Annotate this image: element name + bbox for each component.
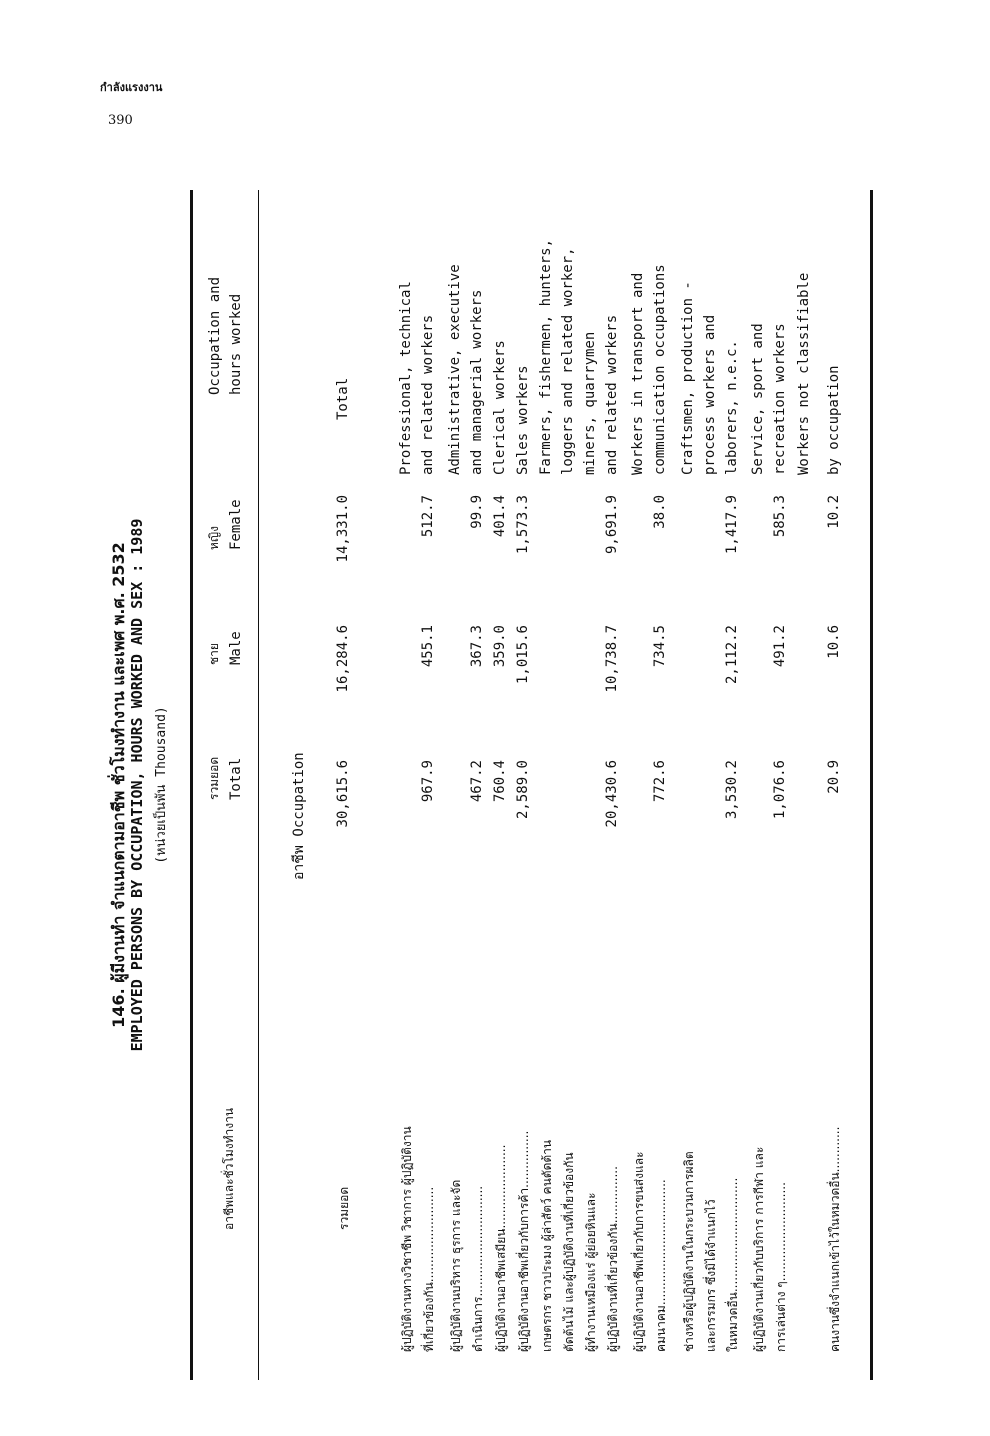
row-label-thai: ผู้ปฏิบัติงานเกี่ยวกับบริการ การกีฬา และ bbox=[752, 1146, 766, 1352]
table-row bbox=[560, 190, 582, 1380]
cell-female: 9,691.9 bbox=[604, 495, 620, 555]
row-label-thai: คมนาคม................................. bbox=[654, 1179, 668, 1352]
row-label-thai: ตัดต้นไม้ และผู้ปฏิบัติงานที่เกี่ยวข้องกัน bbox=[562, 1152, 576, 1352]
row-label-thai: ผู้ปฏิบัติงานอาชีพเกี่ยวกับการขนส่งและ bbox=[632, 1151, 646, 1352]
row-label-english: Service, sport and bbox=[750, 323, 766, 475]
row-label-thai: ผู้ทำงานเหมืองแร่ ผู้ย่อยหินและ bbox=[584, 1192, 598, 1352]
header-rule bbox=[258, 190, 259, 1380]
row-label-thai: และกรรมกร ซึ่งมิได้จำแนกไว้ bbox=[704, 1199, 718, 1352]
table-row bbox=[680, 190, 702, 1380]
row-label-english: process workers and bbox=[702, 314, 718, 475]
table-row bbox=[492, 190, 514, 1380]
header-female-thai: หญิง bbox=[207, 526, 221, 550]
row-label-english: Workers not classifiable bbox=[796, 272, 812, 475]
cell-male: 359.0 bbox=[492, 625, 508, 668]
table-row bbox=[469, 190, 491, 1380]
row-label-english: Workers in transport and bbox=[630, 272, 646, 475]
table-row bbox=[420, 190, 442, 1380]
cell-total: 2,589.0 bbox=[515, 760, 531, 820]
row-label-english: Sales workers bbox=[515, 365, 531, 475]
row-label-english: Total bbox=[335, 377, 351, 420]
row-label-thai: รวมยอด bbox=[337, 1186, 351, 1230]
cell-female: 99.9 bbox=[469, 495, 485, 529]
cell-female: 1,573.3 bbox=[515, 495, 531, 555]
row-label-thai: เกษตรกร ชาวประมง ผู้ล่าสัตว์ คนตัดต้าน bbox=[540, 1139, 554, 1352]
cell-male: 2,112.2 bbox=[724, 625, 740, 685]
page-number: 390 bbox=[108, 113, 133, 128]
row-label-english: by occupation bbox=[826, 365, 842, 475]
cell-female: 14,331.0 bbox=[335, 495, 351, 563]
table-row bbox=[750, 190, 772, 1380]
header-total-thai: รวมยอด bbox=[207, 756, 221, 800]
table-row bbox=[724, 190, 746, 1380]
row-label-english: communication occupations bbox=[652, 264, 668, 475]
cell-male: 455.1 bbox=[420, 625, 436, 668]
row-label-english: laborers, n.e.c. bbox=[724, 340, 740, 475]
cell-total: 760.4 bbox=[492, 760, 508, 803]
row-label-thai: ช่างหรือผู้ปฏิบัติงานในกระบวนการผลิต bbox=[682, 1151, 696, 1352]
cell-female: 585.3 bbox=[772, 495, 788, 538]
row-label-thai: ผู้ปฏิบัติงานที่เกี่ยวข้องกัน............... bbox=[606, 1166, 620, 1352]
row-label-thai: คนงานซึ่งจำแนกเข้าไว้ในหมวดอื่น............ bbox=[828, 1126, 842, 1352]
row-label-english: Administrative, executive bbox=[447, 264, 463, 475]
row-label-english: miners, quarrymen bbox=[582, 331, 598, 475]
header-male-english: Male bbox=[228, 631, 244, 665]
table-row bbox=[702, 190, 724, 1380]
row-label-thai: ผู้ปฏิบัติงานบริหาร ธุรการ และจัด bbox=[449, 1179, 463, 1352]
bottom-rule bbox=[870, 190, 873, 1380]
rotated-table-continued bbox=[630, 190, 990, 1380]
cell-male: 10,738.7 bbox=[604, 625, 620, 693]
cell-male: 367.3 bbox=[469, 625, 485, 668]
row-label-english: Clerical workers bbox=[492, 340, 508, 475]
cell-male: 1,015.6 bbox=[515, 625, 531, 685]
row-label-english: Farmers, fishermen, hunters, bbox=[538, 238, 554, 475]
row-label-english: Professional, technical bbox=[398, 281, 414, 475]
table-unit: (หน่วยเป็นพัน Thousand) bbox=[154, 706, 169, 864]
header-total-english: Total bbox=[228, 757, 244, 800]
cell-total: 20,430.6 bbox=[604, 760, 620, 828]
cell-total: 30,615.6 bbox=[335, 760, 351, 828]
section-label-occupation: อาชีพ Occupation bbox=[291, 752, 307, 880]
table-row bbox=[604, 190, 626, 1380]
cell-male: 734.5 bbox=[652, 625, 668, 668]
row-label-english: loggers and related worker, bbox=[560, 247, 576, 475]
table-row bbox=[398, 190, 420, 1380]
table-row bbox=[582, 190, 604, 1380]
row-label-thai: ที่เกี่ยวข้องกัน......................... bbox=[422, 1186, 436, 1352]
table-row bbox=[515, 190, 537, 1380]
top-rule bbox=[190, 190, 193, 1380]
table-row bbox=[538, 190, 560, 1380]
cell-total: 20.9 bbox=[826, 760, 842, 794]
table-row bbox=[335, 190, 357, 1380]
table-title-english: EMPLOYED PERSONS BY OCCUPATION, HOURS WORKED AND SEX : 1989 bbox=[128, 518, 146, 1052]
table-row bbox=[826, 190, 848, 1380]
row-label-thai: ผู้ปฏิบัติงานอาชีพเสมียน...................... bbox=[494, 1144, 508, 1352]
table-row bbox=[447, 190, 469, 1380]
table-row bbox=[652, 190, 674, 1380]
row-label-english: recreation workers bbox=[772, 323, 788, 475]
cell-male: 10.6 bbox=[826, 625, 842, 659]
running-header: กำลังแรงงาน bbox=[100, 81, 163, 94]
header-female-english: Female bbox=[228, 499, 244, 550]
cell-male: 16,284.6 bbox=[335, 625, 351, 693]
rotated-table bbox=[95, 190, 625, 1380]
row-label-english: and related workers bbox=[420, 314, 436, 475]
table-title-thai: 146. ผู้มีงานทำ จำแนกตามอาชีพ ชั่วโมงทำงาน และเพศ พ.ศ. 2532 bbox=[109, 542, 128, 1028]
header-occupation-thai: อาชีพและชั่วโมงทำงาน bbox=[222, 1107, 236, 1230]
cell-total: 1,076.6 bbox=[772, 760, 788, 820]
header-occupation-english-1: Occupation and bbox=[207, 276, 223, 395]
row-label-thai: ผู้ปฏิบัติงานทางวิชาชีพ วิชาการ ผู้ปฏิบัติงาน bbox=[400, 1126, 414, 1352]
cell-female: 512.7 bbox=[420, 495, 436, 538]
cell-female: 10.2 bbox=[826, 495, 842, 529]
cell-female: 401.4 bbox=[492, 495, 508, 538]
header-occupation-english-2: hours worked bbox=[228, 293, 244, 395]
row-label-english: Craftsmen, production - bbox=[680, 281, 696, 475]
cell-female: 1,417.9 bbox=[724, 495, 740, 555]
cell-total: 772.6 bbox=[652, 760, 668, 803]
cell-total: 467.2 bbox=[469, 760, 485, 803]
cell-total: 3,530.2 bbox=[724, 760, 740, 820]
row-label-english: and managerial workers bbox=[469, 289, 485, 475]
row-label-thai: ในหมวดอื่น.............................. bbox=[726, 1177, 740, 1352]
table-row bbox=[772, 190, 794, 1380]
row-label-thai: ผู้ปฏิบัติงานอาชีพเกี่ยวกับการค้า............... bbox=[517, 1130, 531, 1352]
row-label-thai: ดำเนินการ............................. bbox=[471, 1185, 485, 1352]
header-male-thai: ชาย bbox=[207, 643, 221, 665]
table-row bbox=[630, 190, 652, 1380]
cell-male: 491.2 bbox=[772, 625, 788, 668]
table-row bbox=[796, 190, 818, 1380]
cell-total: 967.9 bbox=[420, 760, 436, 803]
row-label-thai: การเล่นต่าง ๆ.......................... bbox=[774, 1182, 788, 1352]
cell-female: 38.0 bbox=[652, 495, 668, 529]
row-label-english: and related workers bbox=[604, 314, 620, 475]
